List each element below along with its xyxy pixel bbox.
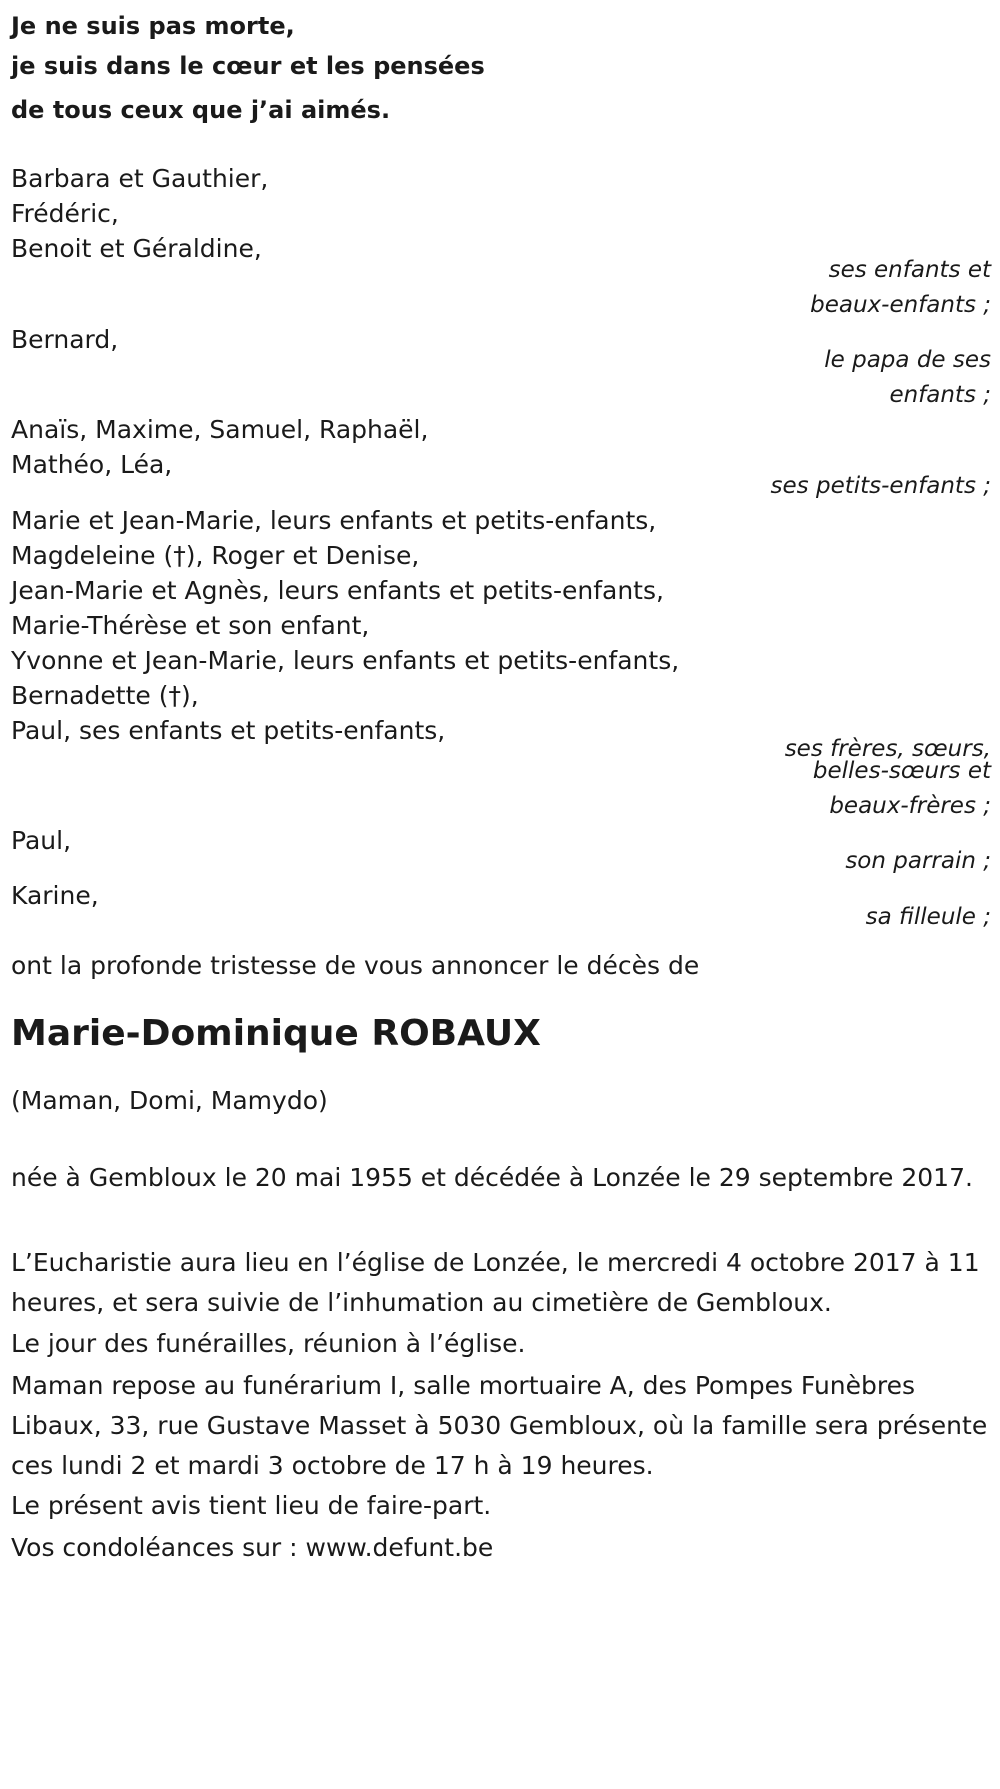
verse-line-2: je suis dans le cœur et les pensées — [11, 52, 485, 80]
family-children-3: Benoit et Géraldine, — [11, 234, 262, 263]
verse-line-3: de tous ceux que j’ai aimés. — [11, 96, 391, 124]
family-sibling-5: Yvonne et Jean-Marie, leurs enfants et petits-enfants, — [11, 646, 680, 675]
funerarium-paragraph: Maman repose au funérarium I, salle mortuaire A, des Pompes Funèbres Libaux, 33, rue Gustave Masset à 5030 Gembloux, où la famille sera présente ces lundi 2 et mardi 3 octobre de 17 h à 19 heures. — [11, 1371, 988, 1480]
family-children-2: Frédéric, — [11, 199, 119, 228]
father-role-2: enfants ; — [889, 382, 991, 408]
deceased-nicknames: (Maman, Domi, Mamydo) — [11, 1086, 328, 1115]
family-goddaughter: Karine, — [11, 881, 99, 910]
condolences-paragraph: Vos condoléances sur : www.defunt.be — [11, 1533, 494, 1562]
birth-death-paragraph: née à Gembloux le 20 mai 1955 et décédée à Lonzée le 29 septembre 2017. — [11, 1163, 973, 1192]
family-father: Bernard, — [11, 325, 119, 354]
family-sibling-1: Marie et Jean-Marie, leurs enfants et petits-enfants, — [11, 506, 657, 535]
funeral-meeting-paragraph: Le jour des funérailles, réunion à l’église. — [11, 1329, 526, 1358]
siblings-role-1: ses frères, sœurs, — [784, 736, 991, 762]
grandchildren-role: ses petits-enfants ; — [770, 473, 991, 499]
father-role-1: le papa de ses — [824, 347, 991, 373]
children-role-1: ses enfants et — [828, 257, 991, 283]
family-grandchildren-1: Anaïs, Maxime, Samuel, Raphaël, — [11, 415, 429, 444]
eucharist-paragraph: L’Eucharistie aura lieu en l’église de Lonzée, le mercredi 4 octobre 2017 à 11 heures, et sera suivie de l’inhumation au cimetière de Gembloux. — [11, 1248, 980, 1317]
siblings-role-3: beaux-frères ; — [829, 793, 991, 819]
family-godfather: Paul, — [11, 826, 72, 855]
notice-paragraph: Le présent avis tient lieu de faire-part. — [11, 1491, 492, 1520]
deceased-name: Marie-Dominique ROBAUX — [11, 1013, 541, 1054]
family-sibling-2: Magdeleine (†), Roger et Denise, — [11, 541, 420, 570]
announcement-text: ont la profonde tristesse de vous annoncer le décès de — [11, 951, 700, 980]
verse-line-1: Je ne suis pas morte, — [11, 12, 295, 40]
siblings-role-2: belles-sœurs et — [812, 758, 991, 784]
family-grandchildren-2: Mathéo, Léa, — [11, 450, 173, 479]
family-sibling-6: Bernadette (†), — [11, 681, 199, 710]
family-sibling-7: Paul, ses enfants et petits-enfants, — [11, 716, 446, 745]
family-sibling-4: Marie-Thérèse et son enfant, — [11, 611, 370, 640]
family-children-1: Barbara et Gauthier, — [11, 164, 269, 193]
goddaughter-role: sa filleule ; — [865, 904, 991, 930]
children-role-2: beaux-enfants ; — [810, 292, 991, 318]
godfather-role: son parrain ; — [845, 848, 991, 874]
family-sibling-3: Jean-Marie et Agnès, leurs enfants et petits-enfants, — [11, 576, 664, 605]
